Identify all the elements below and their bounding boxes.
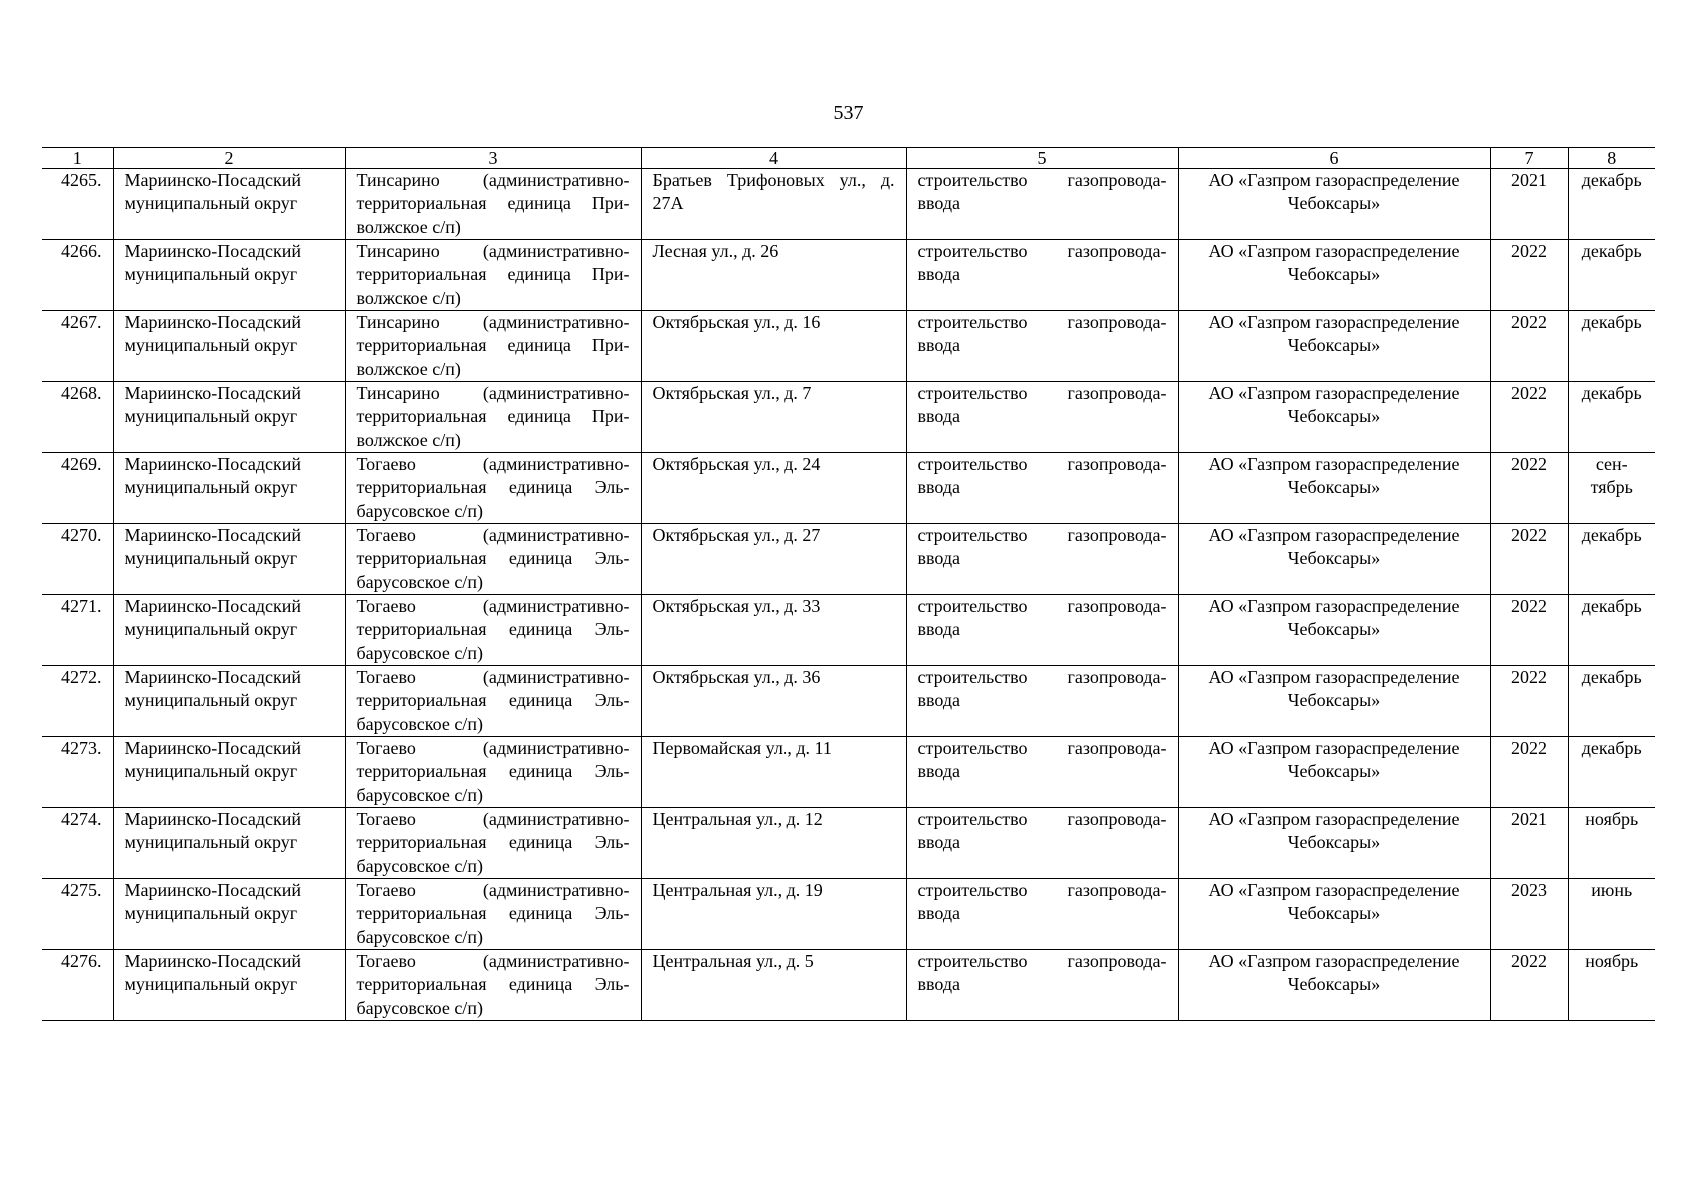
organization-cell: АО «Газпром газораспределение Чебоксары» (1178, 524, 1490, 595)
month-cell: сентябрь (1568, 453, 1655, 524)
district-cell: Мариинско-Посадский муниципальный округ (113, 950, 345, 1021)
table-header-row (42, 148, 1655, 169)
settlement-cell: Тогаево (административно-территориальная единица Эльбарусовское с/п) (345, 595, 641, 666)
row-number-cell: 4266. (42, 240, 113, 311)
table-row (42, 524, 1655, 595)
month-cell: ноябрь (1568, 808, 1655, 879)
table-row (42, 382, 1655, 453)
district-cell: Мариинско-Посадский муниципальный округ (113, 808, 345, 879)
table-row (42, 595, 1655, 666)
table-row (42, 737, 1655, 808)
year-cell: 2022 (1490, 666, 1568, 737)
address-cell: Центральная ул., д. 19 (641, 879, 906, 950)
month-cell: декабрь (1568, 382, 1655, 453)
organization-cell: АО «Газпром газораспределение Чебоксары» (1178, 453, 1490, 524)
page-number: 537 (833, 102, 864, 124)
row-number-cell: 4272. (42, 666, 113, 737)
settlement-cell: Тогаево (административно-территориальная единица Эльбарусовское с/п) (345, 666, 641, 737)
column-header: 4 (641, 148, 906, 169)
district-cell: Мариинско-Посадский муниципальный округ (113, 240, 345, 311)
settlement-cell: Тогаево (административно-территориальная единица Эльбарусовское с/п) (345, 737, 641, 808)
district-cell: Мариинско-Посадский муниципальный округ (113, 311, 345, 382)
table-row (42, 169, 1655, 240)
row-number-cell: 4273. (42, 737, 113, 808)
column-header: 8 (1568, 148, 1655, 169)
table-row (42, 453, 1655, 524)
organization-cell: АО «Газпром газораспределение Чебоксары» (1178, 311, 1490, 382)
year-cell: 2022 (1490, 453, 1568, 524)
column-header: 7 (1490, 148, 1568, 169)
work-type-cell: строительство газопровода-ввода (906, 879, 1178, 950)
month-cell: ноябрь (1568, 950, 1655, 1021)
table-row (42, 808, 1655, 879)
row-number-cell: 4265. (42, 169, 113, 240)
address-cell: Октябрьская ул., д. 36 (641, 666, 906, 737)
district-cell: Мариинско-Посадский муниципальный округ (113, 666, 345, 737)
month-cell: декабрь (1568, 240, 1655, 311)
month-cell: декабрь (1568, 524, 1655, 595)
district-cell: Мариинско-Посадский муниципальный округ (113, 169, 345, 240)
table-row (42, 950, 1655, 1021)
address-cell: Октябрьская ул., д. 16 (641, 311, 906, 382)
settlement-cell: Тогаево (административно-территориальная единица Эльбарусовское с/п) (345, 453, 641, 524)
settlement-cell: Тинсарино (административно-территориальная единица Приволжское с/п) (345, 382, 641, 453)
work-type-cell: строительство газопровода-ввода (906, 950, 1178, 1021)
table-row (42, 240, 1655, 311)
organization-cell: АО «Газпром газораспределение Чебоксары» (1178, 169, 1490, 240)
table-row (42, 311, 1655, 382)
settlement-cell: Тинсарино (административно-территориальная единица Приволжское с/п) (345, 240, 641, 311)
month-cell: декабрь (1568, 169, 1655, 240)
work-type-cell: строительство газопровода-ввода (906, 311, 1178, 382)
month-cell: июнь (1568, 879, 1655, 950)
year-cell: 2023 (1490, 879, 1568, 950)
work-type-cell: строительство газопровода-ввода (906, 666, 1178, 737)
year-cell: 2022 (1490, 240, 1568, 311)
address-cell: Первомайская ул., д. 11 (641, 737, 906, 808)
settlement-cell: Тогаево (административно-территориальная единица Эльбарусовское с/п) (345, 808, 641, 879)
column-header: 3 (345, 148, 641, 169)
month-cell: декабрь (1568, 666, 1655, 737)
row-number-cell: 4274. (42, 808, 113, 879)
work-type-cell: строительство газопровода-ввода (906, 737, 1178, 808)
district-cell: Мариинско-Посадский муниципальный округ (113, 524, 345, 595)
address-cell: Октябрьская ул., д. 24 (641, 453, 906, 524)
organization-cell: АО «Газпром газораспределение Чебоксары» (1178, 950, 1490, 1021)
organization-cell: АО «Газпром газораспределение Чебоксары» (1178, 595, 1490, 666)
settlement-cell: Тогаево (административно-территориальная единица Эльбарусовское с/п) (345, 950, 641, 1021)
row-number-cell: 4275. (42, 879, 113, 950)
row-number-cell: 4270. (42, 524, 113, 595)
address-cell: Братьев Трифоновых ул., д. 27А (641, 169, 906, 240)
row-number-cell: 4267. (42, 311, 113, 382)
address-cell: Октябрьская ул., д. 27 (641, 524, 906, 595)
year-cell: 2022 (1490, 950, 1568, 1021)
district-cell: Мариинско-Посадский муниципальный округ (113, 737, 345, 808)
address-cell: Центральная ул., д. 12 (641, 808, 906, 879)
row-number-cell: 4276. (42, 950, 113, 1021)
settlement-cell: Тинсарино (административно-территориальная единица Приволжское с/п) (345, 169, 641, 240)
table-body (42, 169, 1655, 1021)
year-cell: 2021 (1490, 169, 1568, 240)
address-cell: Центральная ул., д. 5 (641, 950, 906, 1021)
address-cell: Лесная ул., д. 26 (641, 240, 906, 311)
column-header: 2 (113, 148, 345, 169)
settlement-cell: Тогаево (административно-территориальная единица Эльбарусовское с/п) (345, 879, 641, 950)
month-cell: декабрь (1568, 737, 1655, 808)
work-type-cell: строительство газопровода-ввода (906, 595, 1178, 666)
row-number-cell: 4271. (42, 595, 113, 666)
work-type-cell: строительство газопровода-ввода (906, 169, 1178, 240)
year-cell: 2021 (1490, 808, 1568, 879)
district-cell: Мариинско-Посадский муниципальный округ (113, 595, 345, 666)
organization-cell: АО «Газпром газораспределение Чебоксары» (1178, 737, 1490, 808)
district-cell: Мариинско-Посадский муниципальный округ (113, 382, 345, 453)
work-type-cell: строительство газопровода-ввода (906, 453, 1178, 524)
work-type-cell: строительство газопровода-ввода (906, 524, 1178, 595)
month-cell: декабрь (1568, 311, 1655, 382)
district-cell: Мариинско-Посадский муниципальный округ (113, 453, 345, 524)
year-cell: 2022 (1490, 737, 1568, 808)
year-cell: 2022 (1490, 595, 1568, 666)
row-number-cell: 4268. (42, 382, 113, 453)
year-cell: 2022 (1490, 524, 1568, 595)
column-header: 5 (906, 148, 1178, 169)
year-cell: 2022 (1490, 311, 1568, 382)
year-cell: 2022 (1490, 382, 1568, 453)
address-cell: Октябрьская ул., д. 33 (641, 595, 906, 666)
month-cell: декабрь (1568, 595, 1655, 666)
work-type-cell: строительство газопровода-ввода (906, 240, 1178, 311)
district-cell: Мариинско-Посадский муниципальный округ (113, 879, 345, 950)
settlement-cell: Тогаево (административно-территориальная единица Эльбарусовское с/п) (345, 524, 641, 595)
work-type-cell: строительство газопровода-ввода (906, 808, 1178, 879)
table-row (42, 666, 1655, 737)
organization-cell: АО «Газпром газораспределение Чебоксары» (1178, 240, 1490, 311)
column-header: 1 (42, 148, 113, 169)
row-number-cell: 4269. (42, 453, 113, 524)
column-header: 6 (1178, 148, 1490, 169)
organization-cell: АО «Газпром газораспределение Чебоксары» (1178, 808, 1490, 879)
organization-cell: АО «Газпром газораспределение Чебоксары» (1178, 666, 1490, 737)
document-table (42, 147, 1655, 1021)
work-type-cell: строительство газопровода-ввода (906, 382, 1178, 453)
organization-cell: АО «Газпром газораспределение Чебоксары» (1178, 879, 1490, 950)
table-row (42, 879, 1655, 950)
settlement-cell: Тинсарино (административно-территориальная единица Приволжское с/п) (345, 311, 641, 382)
organization-cell: АО «Газпром газораспределение Чебоксары» (1178, 382, 1490, 453)
address-cell: Октябрьская ул., д. 7 (641, 382, 906, 453)
